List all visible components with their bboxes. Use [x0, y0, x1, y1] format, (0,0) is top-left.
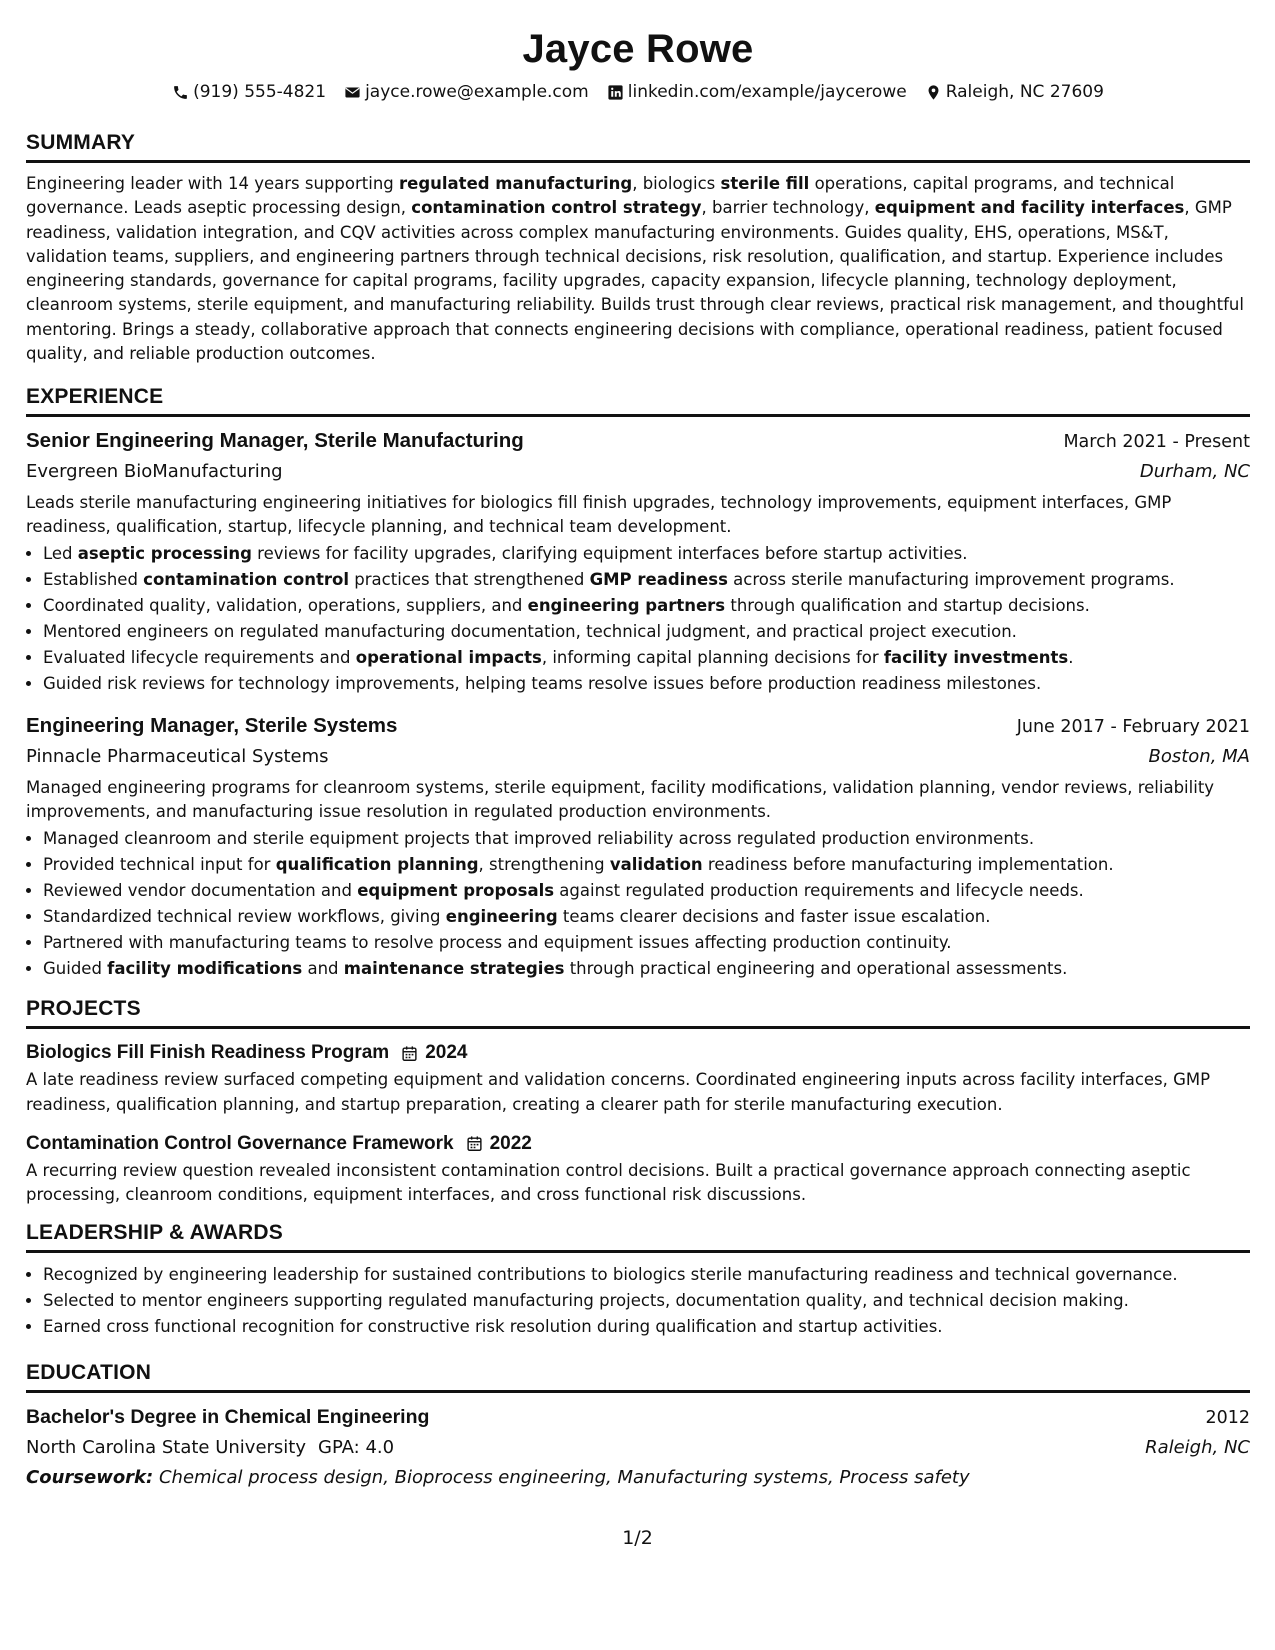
contact-linkedin[interactable] — [607, 80, 907, 104]
text-segment: , strengthening — [478, 855, 610, 875]
text-segment: through practical engineering and operational assessments. — [564, 959, 1068, 979]
calendar-icon — [401, 1045, 418, 1062]
job-subheader — [26, 457, 1250, 487]
job-dates: June 2017 - February 2021 — [1016, 717, 1250, 738]
text-segment: Evaluated lifecycle requirements and — [43, 648, 356, 668]
candidate-name: Jayce Rowe — [522, 27, 754, 71]
text-segment: Established — [43, 570, 144, 590]
bold-keyword: aseptic processing — [77, 544, 252, 564]
text-segment: Led — [43, 544, 78, 564]
section-title: EXPERIENCE — [26, 384, 1250, 417]
education-location: Raleigh, NC — [1145, 1436, 1250, 1458]
section-title: LEADERSHIP & AWARDS — [26, 1220, 1250, 1253]
job-bullet — [43, 671, 1250, 697]
company-name: Evergreen BioManufacturing — [26, 461, 283, 483]
project-entry — [26, 1129, 1250, 1208]
bold-keyword: validation — [609, 855, 703, 875]
text-segment: Coordinated quality, validation, operations, suppliers, and — [43, 596, 528, 616]
phone-icon — [172, 84, 189, 101]
leadership-item: • Selected to mentor engineers supporting regulated manufacturing projects, documentation quality, and technical decision making. — [43, 1288, 1250, 1314]
linkedin-icon — [607, 84, 624, 101]
page-number: 1/2 — [622, 1527, 653, 1549]
leadership-item: • Earned cross functional recognition for constructive risk resolution during qualification and startup activities. — [43, 1314, 1250, 1340]
coursework-label: Coursework: — [26, 1466, 154, 1488]
summary-keyword: equipment and facility interfaces — [874, 198, 1185, 218]
text-segment: practices that strengthened — [349, 570, 590, 590]
job-location: Durham, NC — [1139, 461, 1250, 483]
calendar-icon — [466, 1135, 483, 1152]
job-bullet — [43, 956, 1250, 982]
job-bullets — [26, 826, 1250, 982]
education-school-row — [26, 1433, 1250, 1463]
experience-section — [26, 384, 1250, 982]
school-name: North Carolina State University — [26, 1436, 307, 1458]
section-title: EDUCATION — [26, 1360, 1250, 1393]
summary-keyword: sterile fill — [720, 174, 810, 193]
job-bullet — [43, 878, 1250, 904]
text-segment: . — [1068, 648, 1074, 668]
job-location: Boston, MA — [1148, 746, 1250, 768]
text-segment: Reviewed vendor documentation and — [43, 881, 358, 901]
job-bullet — [43, 645, 1250, 671]
job-bullet — [43, 852, 1250, 878]
education-year: 2012 — [1205, 1407, 1250, 1428]
summary-segment: , GMP readiness, validation integration, and CQV activities across complex manufacturing environments. Guides quality, EHS, operations, MS&T, validation teams, suppliers, and engineering partners through technical decisions, risk resolution, qualification, and startup. Experience includes engineering standards, governance for capital programs, facility upgrades, capacity expansion, lifecycle planning, technology deployment, cleanroom systems, sterile equipment, and manufacturing reliability. Builds trust through clear reviews, practical risk management, and thoughtful mentoring. Brings a steady, collaborative approach that connects engineering decisions with compliance, operational readiness, patient focused quality, and reliable production outcomes. — [26, 198, 1244, 364]
bold-keyword: engineering — [445, 907, 558, 927]
text-segment: Partnered with manufacturing teams to resolve process and equipment issues affecting production continuity. — [43, 933, 952, 953]
summary-text — [26, 172, 1250, 366]
summary-segment: , barrier technology, — [701, 198, 875, 218]
project-name: Biologics Fill Finish Readiness Program — [26, 1042, 390, 1064]
text-segment: across sterile manufacturing improvement programs. — [727, 570, 1175, 590]
bold-keyword: maintenance strategies — [343, 959, 565, 979]
leadership-list — [26, 1262, 1250, 1340]
project-header — [26, 1129, 1250, 1159]
text-segment: against regulated production requirements and lifecycle needs. — [554, 881, 1084, 901]
contact-email[interactable] — [344, 80, 589, 104]
leadership-item: • Recognized by engineering leadership for sustained contributions to biologics sterile manufacturing readiness and technical governance. — [43, 1262, 1250, 1288]
section-title: SUMMARY — [26, 130, 1250, 163]
gpa: GPA: 4.0 — [318, 1436, 395, 1458]
project-description: A recurring review question revealed inconsistent contamination control decisions. Built a practical governance approach connecting aseptic processing, cleanroom conditions, equipment interfaces, and cross functional risk discussions. — [26, 1160, 1191, 1205]
coursework — [26, 1463, 1250, 1493]
job-description: Leads sterile manufacturing engineering initiatives for biologics fill finish upgrades, technology improvements, equipment interfaces, GMP readiness, qualification, startup, lifecycle planning, and technical team development. — [26, 493, 1172, 537]
text-segment: teams clearer decisions and faster issue escalation. — [557, 907, 991, 927]
summary-section — [26, 130, 1250, 366]
linkedin-link[interactable]: linkedin.com/example/jaycerowe — [627, 82, 907, 102]
job-description: Managed engineering programs for cleanroom systems, sterile equipment, facility modifications, validation planning, vendor reviews, reliability improvements, and manufacturing issue resolution in regulated production environments. — [26, 778, 1215, 822]
job-bullet — [43, 541, 1250, 567]
project-entry — [26, 1038, 1250, 1117]
job-subheader — [26, 742, 1250, 772]
job-bullet — [43, 619, 1250, 645]
job-bullet — [43, 826, 1250, 852]
project-list — [26, 1038, 1250, 1207]
text-segment: Guided — [43, 959, 108, 979]
project-date — [401, 1038, 467, 1068]
contact-phone — [172, 80, 326, 104]
job-header — [26, 426, 1250, 457]
resume-page — [26, 22, 1250, 1493]
job-bullets — [26, 541, 1250, 697]
text-segment: Managed cleanroom and sterile equipment projects that improved reliability across regulated production environments. — [43, 829, 1035, 849]
summary-segment: operations, capital programs, and technical governance. Leads aseptic processing design, — [26, 174, 1175, 218]
education-row — [26, 1402, 1250, 1433]
bold-keyword: contamination control — [143, 570, 350, 590]
phone-text: (919) 555-4821 — [193, 82, 327, 102]
text-segment: readiness before manufacturing implementation. — [702, 855, 1114, 875]
section-title: PROJECTS — [26, 996, 1250, 1029]
text-segment: through qualification and startup decisions. — [725, 596, 1090, 616]
contact-bar — [26, 80, 1250, 104]
text-segment: reviews for facility upgrades, clarifying equipment interfaces before startup activities. — [251, 544, 968, 564]
project-year: 2024 — [425, 1042, 468, 1064]
project-date — [466, 1129, 532, 1159]
bold-keyword: facility modifications — [107, 959, 303, 979]
summary-keyword: regulated manufacturing — [399, 174, 633, 193]
job-title: Engineering Manager, Sterile Systems — [26, 714, 398, 738]
bold-keyword: operational impacts — [355, 648, 542, 668]
summary-segment: , biologics — [632, 174, 721, 193]
job-bullet — [43, 593, 1250, 619]
text-segment: Standardized technical review workflows, giving — [43, 907, 446, 927]
text-segment: Guided risk reviews for technology improvements, helping teams resolve issues before production readiness milestones. — [43, 674, 1042, 694]
bold-keyword: qualification planning — [275, 855, 479, 875]
bold-keyword: facility investments — [883, 648, 1069, 668]
job-bullet — [43, 930, 1250, 956]
text-segment: Provided technical input for — [43, 855, 276, 875]
summary-keyword: contamination control strategy — [411, 198, 702, 218]
contact-location — [925, 80, 1104, 104]
location-text: Raleigh, NC 27609 — [945, 82, 1104, 102]
degree: Bachelor's Degree in Chemical Engineering — [26, 1405, 430, 1428]
project-year: 2022 — [489, 1132, 532, 1154]
job-list — [26, 426, 1250, 982]
job-dates: March 2021 - Present — [1063, 432, 1250, 453]
school — [26, 1433, 394, 1463]
project-name: Contamination Control Governance Framework — [26, 1132, 454, 1154]
bold-keyword: equipment proposals — [357, 881, 555, 901]
job-bullet — [43, 904, 1250, 930]
leadership-section — [26, 1220, 1250, 1340]
text-segment: , informing capital planning decisions for — [541, 648, 884, 668]
coursework-list: Chemical process design, Bioprocess engineering, Manufacturing systems, Process safety — [158, 1466, 970, 1488]
map-pin-icon — [925, 84, 942, 101]
summary-segment: Engineering leader with 14 years supporting — [26, 174, 399, 193]
project-header — [26, 1038, 1250, 1068]
company-name: Pinnacle Pharmaceutical Systems — [26, 746, 329, 768]
education-section — [26, 1360, 1250, 1493]
job-entry — [26, 426, 1250, 697]
bold-keyword: engineering partners — [527, 596, 726, 616]
project-description: A late readiness review surfaced competing equipment and validation concerns. Coordinated engineering inputs across facility interfaces, GMP readiness, qualification planning, and startup preparation, creating a clearer path for sterile manufacturing execution. — [26, 1070, 1211, 1114]
envelope-icon — [344, 84, 361, 101]
job-bullet — [43, 567, 1250, 593]
text-segment: Mentored engineers on regulated manufacturing documentation, technical judgment, and practical project execution. — [43, 622, 1017, 642]
job-entry — [26, 711, 1250, 982]
email-link[interactable]: jayce.rowe@example.com — [365, 82, 589, 102]
text-segment: and — [302, 959, 344, 979]
bold-keyword: GMP readiness — [589, 570, 728, 590]
job-header — [26, 711, 1250, 742]
job-title: Senior Engineering Manager, Sterile Manufacturing — [26, 429, 524, 453]
projects-section — [26, 996, 1250, 1207]
